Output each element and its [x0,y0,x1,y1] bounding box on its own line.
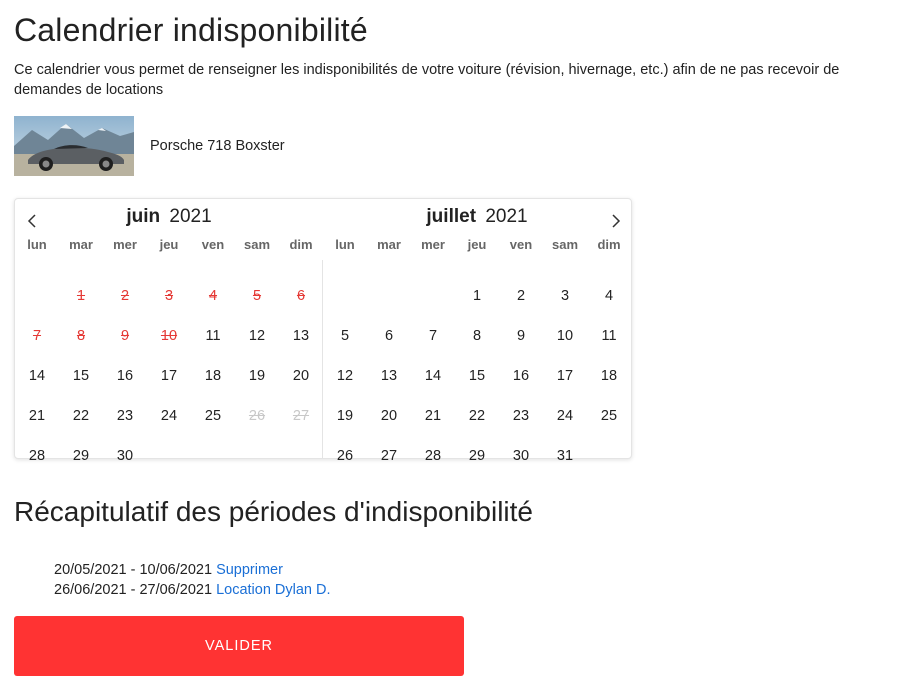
weekday-row [15,235,323,255]
empty-day-cell [15,276,59,316]
month-year: 2021 [169,206,212,227]
day-cell[interactable]: 13 [292,328,310,344]
weekday-label: sam [243,237,271,252]
day-grid [323,276,631,476]
weekday-label: sam [551,237,579,252]
weekday-label: jeu [467,237,487,252]
day-cell[interactable]: 18 [204,368,222,384]
day-cell[interactable]: 28 [28,448,46,464]
weekday-label: mer [421,237,445,252]
day-cell[interactable]: 28 [424,448,442,464]
month-name: juin [126,206,161,227]
day-cell[interactable]: 21 [424,408,442,424]
car-photo [14,116,134,176]
day-cell[interactable]: 12 [336,368,354,384]
day-cell[interactable]: 1 [472,288,482,304]
rental-link[interactable]: Location Dylan D. [216,582,331,598]
calendar-month [323,199,631,476]
day-cell[interactable]: 15 [468,368,486,384]
weekday-label: mar [69,237,93,252]
day-cell[interactable]: 17 [160,368,178,384]
day-cell-unavailable[interactable]: 10 [160,328,178,344]
calendar-month [15,199,323,476]
day-cell-booked: 27 [292,408,310,424]
day-cell[interactable]: 3 [560,288,570,304]
day-cell[interactable]: 25 [600,408,618,424]
day-cell-unavailable[interactable]: 1 [76,288,86,304]
day-cell[interactable]: 14 [424,368,442,384]
day-cell[interactable]: 11 [601,328,617,344]
weekday-label: ven [201,237,225,252]
day-cell[interactable]: 23 [512,408,530,424]
day-cell[interactable]: 20 [380,408,398,424]
day-cell-unavailable[interactable]: 6 [296,288,306,304]
day-cell-unavailable[interactable]: 4 [208,288,218,304]
period-range: 26/06/2021 - 27/06/2021 [54,582,213,598]
day-cell[interactable]: 15 [72,368,90,384]
day-cell[interactable]: 25 [204,408,222,424]
day-cell[interactable]: 17 [556,368,574,384]
day-cell-unavailable[interactable]: 5 [252,288,262,304]
day-cell[interactable]: 9 [516,328,526,344]
month-header [323,199,631,235]
weekday-label: mer [113,237,137,252]
day-cell[interactable]: 19 [336,408,354,424]
submit-button[interactable]: VALIDER [14,616,464,676]
empty-day-cell [323,276,367,316]
day-cell[interactable]: 26 [336,448,354,464]
page-description: Ce calendrier vous permet de renseigner les indisponibilités de votre voiture (révision, hivernage, etc.) afin de ne pas recevoir de demandes de locations [14,62,840,98]
day-cell[interactable]: 11 [205,328,221,344]
delete-period-link[interactable]: Supprimer [216,562,283,578]
day-cell[interactable]: 19 [248,368,266,384]
car-name: Porsche 718 Boxster [150,138,285,154]
day-cell[interactable]: 22 [72,408,90,424]
weekday-label: dim [289,237,313,252]
weekday-label: mar [377,237,401,252]
day-cell-unavailable[interactable]: 3 [164,288,174,304]
day-cell[interactable]: 13 [380,368,398,384]
day-cell[interactable]: 4 [604,288,614,304]
day-cell-unavailable[interactable]: 9 [120,328,130,344]
day-cell[interactable]: 31 [556,448,574,464]
day-cell[interactable]: 12 [248,328,266,344]
day-cell[interactable]: 5 [340,328,350,344]
day-cell[interactable]: 16 [512,368,530,384]
car-info [14,116,285,176]
day-cell[interactable]: 16 [116,368,134,384]
day-cell[interactable]: 27 [380,448,398,464]
period-item [54,560,331,580]
day-cell[interactable]: 22 [468,408,486,424]
weekday-label: dim [597,237,621,252]
day-cell[interactable]: 20 [292,368,310,384]
weekday-label: lun [27,237,47,252]
day-cell-booked: 26 [248,408,266,424]
day-cell[interactable]: 30 [512,448,530,464]
empty-day-cell [367,276,411,316]
month-header [15,199,323,235]
day-cell[interactable]: 30 [116,448,134,464]
recap-title: Récapitulatif des périodes d'indisponibilité [14,496,533,527]
day-cell-unavailable[interactable]: 8 [76,328,86,344]
weekday-label: lun [335,237,355,252]
day-cell-unavailable[interactable]: 7 [32,328,42,344]
day-cell[interactable]: 21 [28,408,46,424]
weekday-row [323,235,631,255]
empty-day-cell [411,276,455,316]
availability-calendar [14,198,632,464]
page-title: Calendrier indisponibilité [14,12,368,48]
weekday-label: jeu [159,237,179,252]
weekday-label: ven [509,237,533,252]
period-range: 20/05/2021 - 10/06/2021 [54,562,213,578]
day-cell[interactable]: 24 [556,408,574,424]
month-year: 2021 [485,206,528,227]
day-cell[interactable]: 29 [72,448,90,464]
day-cell[interactable]: 29 [468,448,486,464]
day-cell[interactable]: 6 [384,328,394,344]
day-cell-unavailable[interactable]: 2 [120,288,130,304]
day-cell[interactable]: 8 [472,328,482,344]
day-cell[interactable]: 2 [516,288,526,304]
day-cell[interactable]: 7 [428,328,438,344]
day-cell[interactable]: 10 [556,328,574,344]
day-cell[interactable]: 18 [600,368,618,384]
day-grid [15,276,323,476]
month-name: juillet [426,206,477,227]
unavailability-periods [54,560,331,600]
period-item [54,580,331,600]
day-cell[interactable]: 14 [28,368,46,384]
day-cell[interactable]: 24 [160,408,178,424]
day-cell[interactable]: 23 [116,408,134,424]
